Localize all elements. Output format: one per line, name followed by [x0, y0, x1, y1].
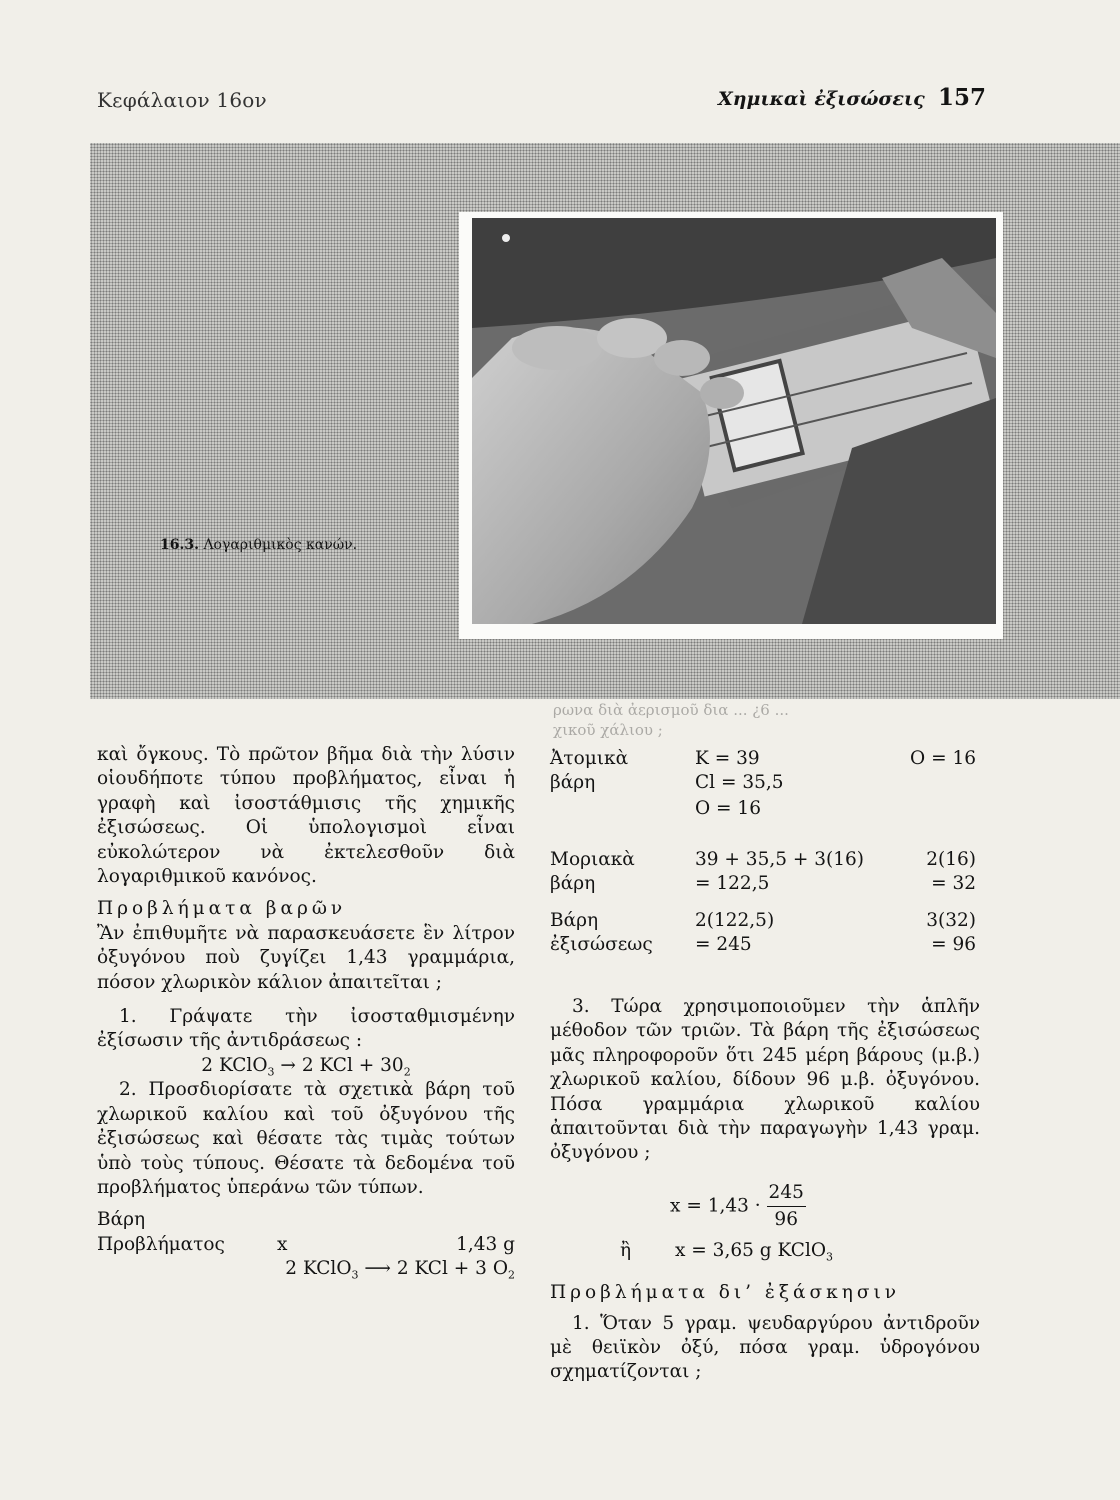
atomic-o-right: O = 16 — [910, 748, 976, 769]
eq2-reactant: 2 KClO — [285, 1257, 352, 1279]
problem-paragraph: Ἂν ἐπιθυμῆτε νὰ παρασκευάσετε ἓν λίτρον ὀξυγόνου ποὺ ζυγίζει 1,43 γραμμάρια, πόσον χλωρικὸν κάλιον ἀπαιτεῖται ; — [97, 922, 515, 993]
weight-problems-heading: Προβλήματα βαρῶν — [97, 898, 347, 920]
eqw-label-2: ἐξισώσεως — [550, 934, 653, 955]
eqw-label-1: Βάρη — [550, 910, 599, 931]
fraction-numerator: 245 — [767, 1180, 806, 1207]
molar-label-2: βάρη — [550, 873, 596, 894]
result-line — [550, 1239, 980, 1263]
result-value: x = 3,65 g KClO — [674, 1239, 827, 1261]
caption-number: 16.3. — [160, 537, 199, 553]
eq2-product-b-sub: 2 — [508, 1268, 515, 1282]
step-2: 2. Προσδιορίσατε τὰ σχετικὰ βάρη τοῦ χλωρικοῦ καλίου καὶ τοῦ ὀξυγόνου τῆς ἐξισώσεως καὶ θέσατε τὰς τιμὰς τούτων ὑπὸ τοὺς τύπους. Θέσατε τὰ δεδομένα τοῦ προβλήματος ὑπεράνω τῶν τύπων. — [97, 1079, 515, 1198]
molar-result: = 122,5 — [695, 873, 770, 894]
weights-value: 1,43 g — [456, 1233, 515, 1255]
eq1-plus: + — [358, 1054, 375, 1076]
page-number: 157 — [938, 84, 987, 111]
exercise-heading: Προβλήματα δι’ ἐξάσκησιν — [550, 1282, 900, 1304]
eq1-arrow: → — [280, 1054, 296, 1076]
molar-sum: 39 + 35,5 + 3(16) — [695, 849, 865, 870]
exercise-1: 1. Ὅταν 5 γραμ. ψευδαργύρου ἀντιδροῦν μὲ θειϊκὸν ὀξύ, πόσα γραμ. ὑδρογόνου σχηματίζονται ; — [550, 1312, 980, 1383]
result-sub: 3 — [826, 1250, 834, 1264]
weights-x: x — [277, 1233, 288, 1255]
section-title: Χημικαὶ ἐξισώσεις — [718, 88, 925, 110]
slide-rule-illustration — [472, 218, 996, 624]
eq2-product-b: 3 O — [475, 1257, 508, 1279]
equation-weights — [550, 909, 980, 989]
bleed-line: χικοῦ χάλιου ; — [553, 721, 663, 739]
right-column — [550, 743, 980, 1385]
eqw-kclo3: 2(122,5) — [695, 910, 775, 931]
result-or: ἢ — [620, 1239, 632, 1261]
caption-text: Λογαριθμικὸς κανών. — [203, 537, 358, 553]
atomic-o: O = 16 — [695, 798, 761, 819]
eq2-arrow: ⟶ — [364, 1257, 391, 1279]
eq1-product-b: 30 — [380, 1054, 404, 1076]
eqw-o2-result: = 96 — [931, 934, 976, 955]
fraction — [767, 1180, 806, 1233]
molar-o2: 2(16) — [926, 849, 976, 870]
atomic-cl: Cl = 35,5 — [695, 772, 784, 793]
calc-lhs: x = 1,43 · — [670, 1195, 761, 1217]
slide-rule-photo — [472, 218, 996, 624]
weights-table — [550, 743, 980, 894]
atomic-k: K = 39 — [695, 748, 760, 769]
fraction-denominator: 96 — [774, 1208, 798, 1230]
intro-paragraph: καὶ ὄγκους. Τὸ πρῶτον βῆμα διὰ τὴν λύσιν οἱουδήποτε τύπου προβλήματος, εἶναι ἡ γραφὴ καὶ ἰσοστάθμισις τῆς χημικῆς ἐξισώσεως. Οἱ ὑπολογισμοὶ εἶναι εὐκολώτερον νὰ ἐκτελεσθοῦν διὰ λογαριθμικοῦ κανόνος. — [97, 744, 515, 888]
eqw-kclo3-result: = 245 — [695, 934, 752, 955]
calculation — [550, 1180, 980, 1233]
step-3: 3. Τώρα χρησιμοποιοῦμεν τὴν ἁπλῆν μέθοδον τῶν τριῶν. Τὰ βάρη τῆς ἐξισώσεως μᾶς πληροφοροῦν ὅτι 245 μέρη βάρους (μ.β.) χλωρικοῦ καλίου, δίδουν 96 μ.β. ὀξυγόνου. Πόσα γραμμάρια χλωρικοῦ καλίου ἀπαιτοῦνται διὰ τὴν παραγωγὴν 1,43 γραμ. ὀξυγόνου ; — [550, 996, 980, 1164]
bleed-line: ρωνα διὰ ἀερισμοῦ δια ... ¿6 ... — [553, 701, 789, 719]
balanced-equation — [97, 1054, 515, 1078]
left-column — [97, 743, 515, 1281]
weights-label-2: Προβλήματος — [97, 1233, 225, 1255]
eq2-product-a: 2 KCl — [396, 1257, 448, 1279]
eq1-product-a: 2 KCl — [301, 1054, 353, 1076]
bleed-through-text — [553, 700, 789, 740]
molar-o2-result: = 32 — [931, 873, 976, 894]
formula-equation — [97, 1257, 515, 1281]
eq2-plus: + — [453, 1257, 470, 1279]
problem-weights-row — [97, 1233, 515, 1257]
molar-label-1: Μοριακὰ — [550, 849, 635, 870]
step-1: 1. Γράψατε τὴν ἰσοσταθμισμένην ἐξίσωσιν τῆς ἀντιδράσεως : — [97, 1006, 515, 1052]
figure-caption — [160, 537, 357, 553]
eqw-o2: 3(32) — [926, 910, 976, 931]
weights-label-1: Βάρη — [97, 1209, 146, 1231]
atomic-label-1: Ἀτομικὰ — [550, 748, 629, 769]
eq1-reactant: 2 KClO — [201, 1054, 268, 1076]
eq2-reactant-sub: 3 — [351, 1268, 359, 1282]
chapter-title: Κεφάλαιον 16ον — [97, 88, 267, 112]
eq1-reactant-sub: 3 — [267, 1065, 275, 1079]
atomic-label-2: βάρη — [550, 772, 596, 793]
eq1-product-b-sub: 2 — [403, 1065, 411, 1079]
